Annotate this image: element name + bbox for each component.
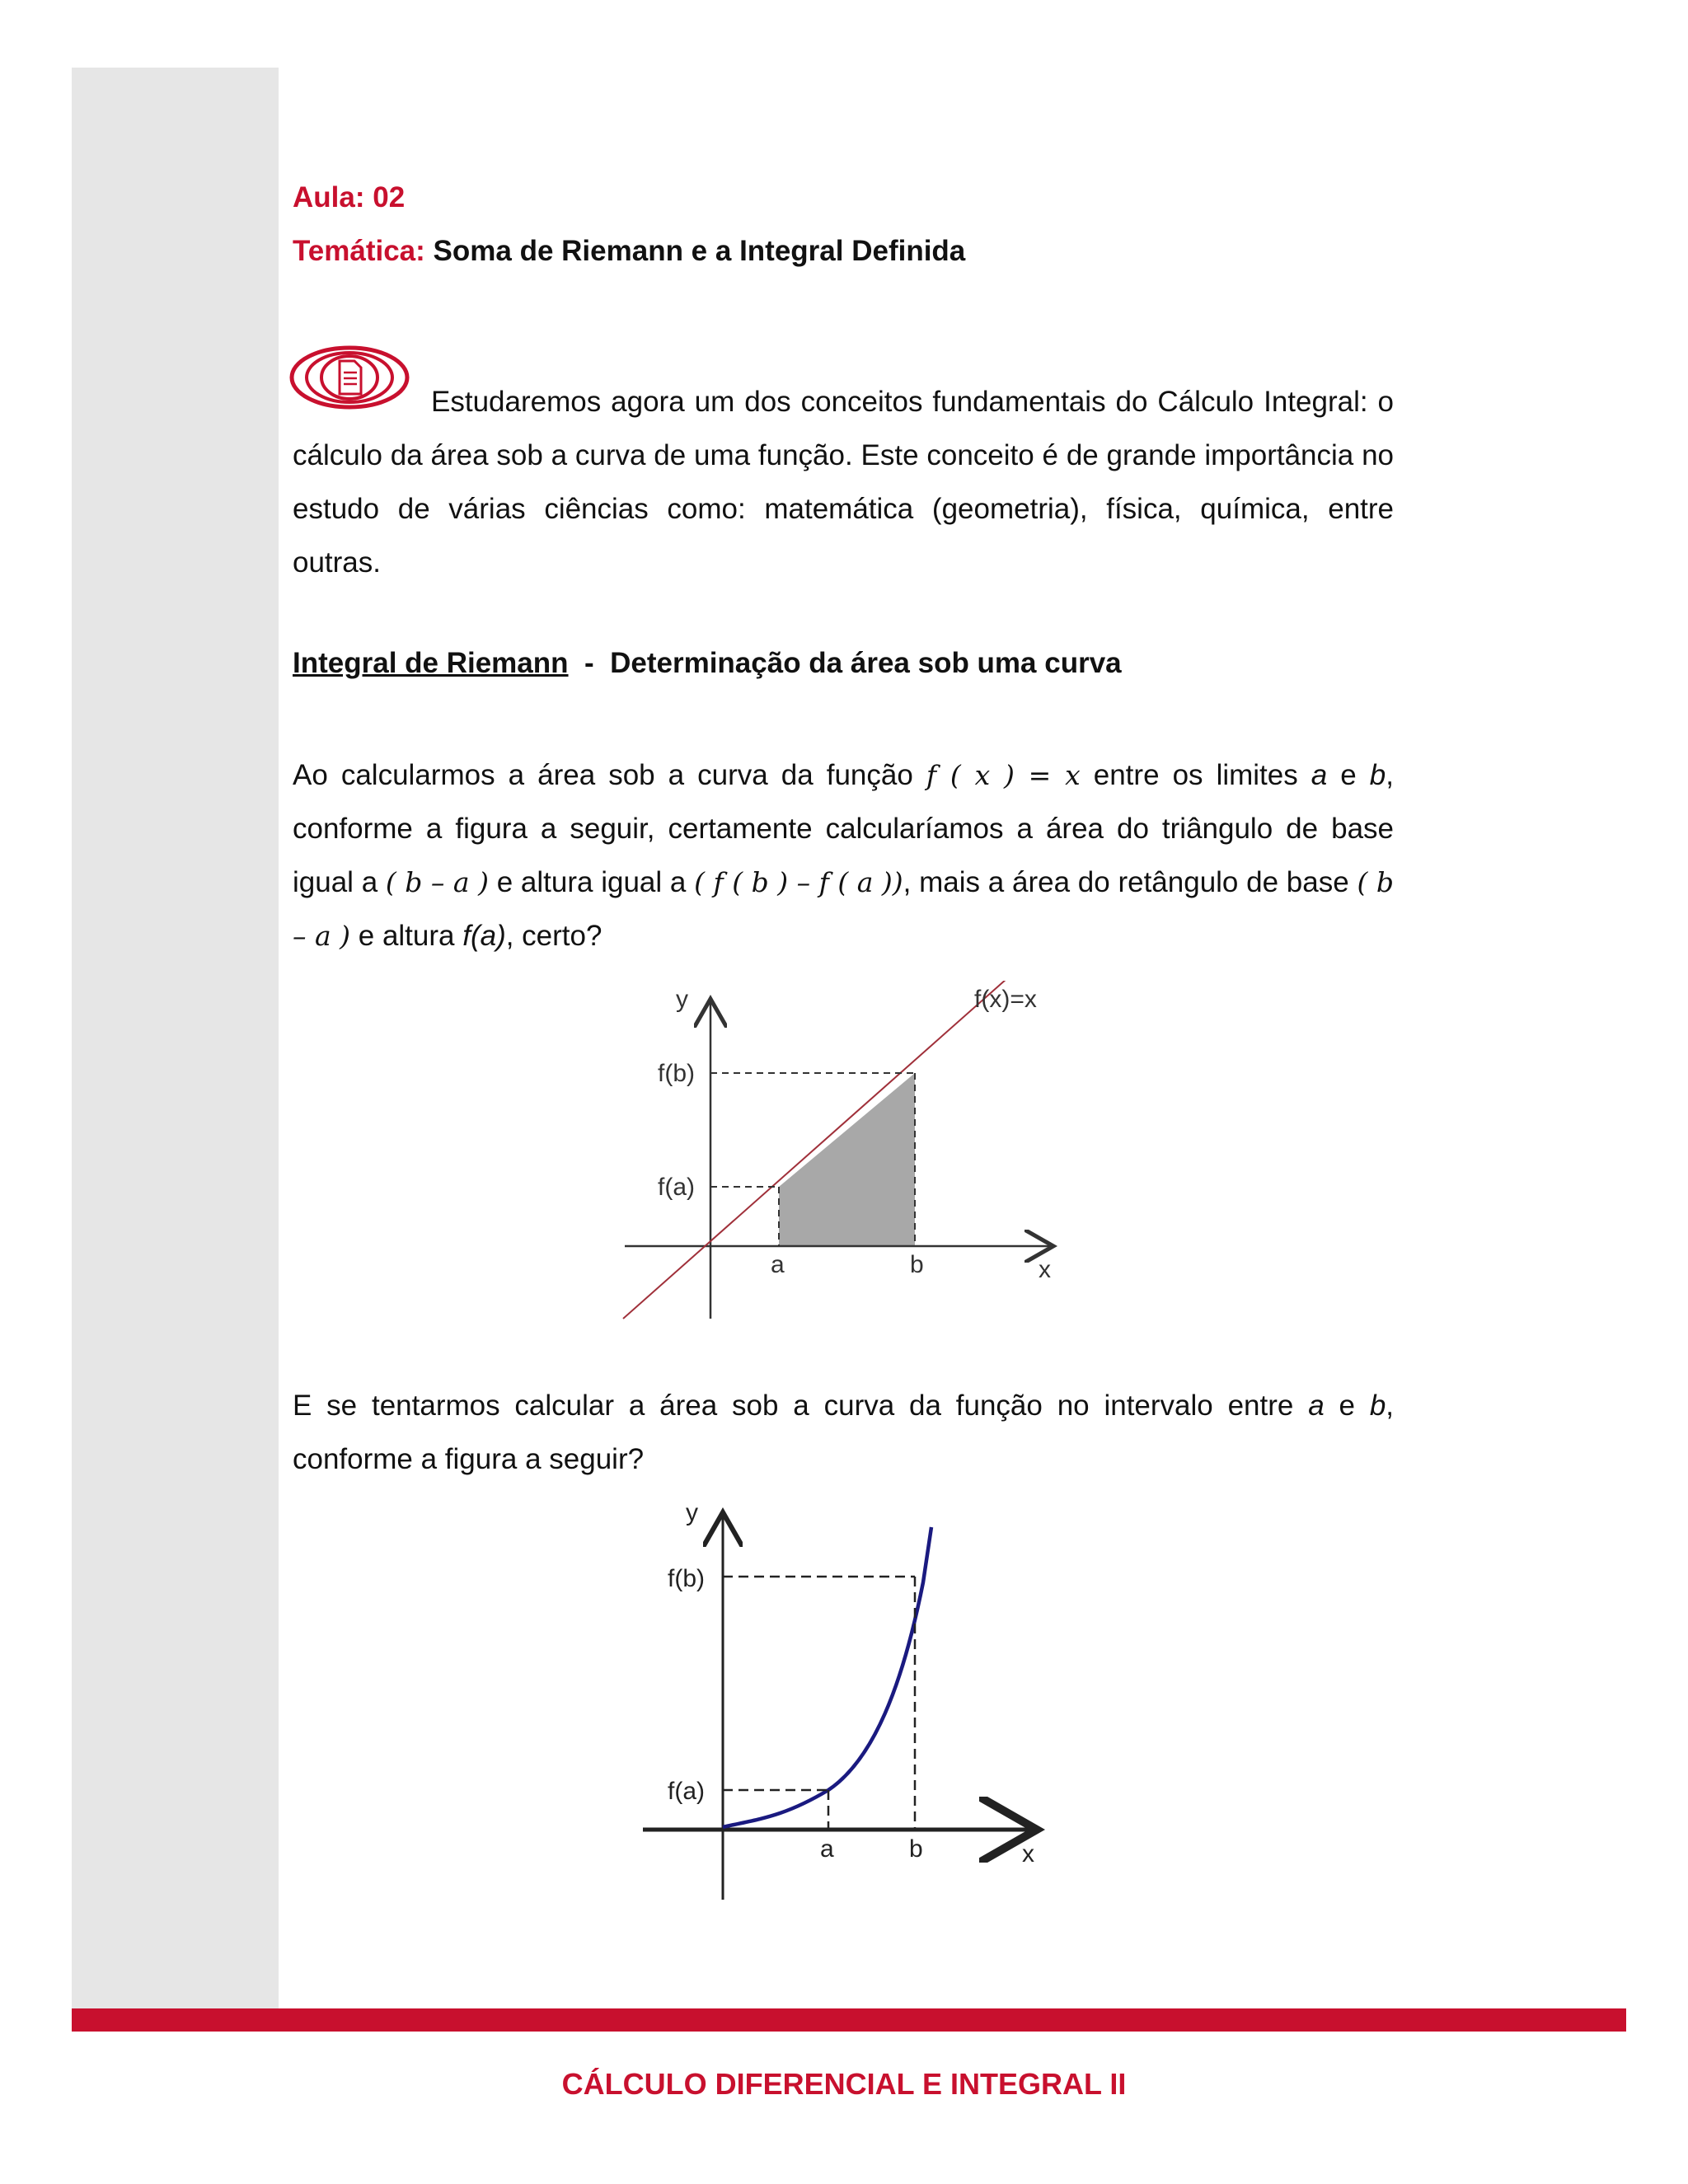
- text-run: , certo?: [505, 920, 603, 952]
- figure-linear-area: [602, 981, 1063, 1327]
- math-fx: f ( x ) = x: [926, 759, 1081, 791]
- var-b: b: [1369, 759, 1386, 791]
- y-label: y: [676, 986, 688, 1013]
- var-a: a: [1308, 1390, 1325, 1422]
- text-run: e altura igual a: [488, 866, 695, 898]
- section-title: Integral de Riemann: [293, 647, 569, 679]
- x-label: x: [1022, 1840, 1034, 1868]
- text-run: , mais a área do retângulo de base: [903, 866, 1357, 898]
- theme-label: Temática:: [293, 235, 425, 267]
- text-run: , conforme a figura a seguir, certamente calcularíamos a área do triângulo de base igual a: [293, 759, 1394, 898]
- figure-curve-area: [635, 1496, 1063, 1908]
- exponential-curve: [723, 1527, 931, 1827]
- text-run: e altura: [350, 920, 463, 952]
- paragraph-curve-question: [293, 1379, 1394, 1486]
- function-line: [623, 981, 1014, 1319]
- footer-course-title: CÁLCULO DIFERENCIAL E INTEGRAL II: [561, 2067, 1127, 2101]
- theme-heading: [293, 235, 1394, 268]
- math-b-minus-a: ( b – a ): [385, 866, 489, 898]
- left-margin-band: [72, 68, 279, 2008]
- var-a: a: [1311, 759, 1328, 791]
- intro-paragraph: Estudaremos agora um dos conceitos fundamentais do Cálculo Integral: o cálculo da área sob a curva de uma função. Este conceito é de grande importância no estudo de várias ciências como: matemática (geometria), física, química, entre outras.: [293, 386, 1394, 579]
- math-b-minus-a: ( b – a ): [293, 866, 1394, 952]
- section-heading: [293, 647, 1394, 680]
- text-run: , conforme a figura a seguir?: [293, 1390, 1395, 1475]
- lesson-label: Aula: 02: [293, 181, 406, 213]
- fa-label: f(a): [668, 1778, 705, 1805]
- paragraph-area-triangle: [293, 748, 1394, 963]
- shaded-area: [779, 1073, 915, 1246]
- text-run: entre os limites: [1080, 759, 1311, 791]
- a-label: a: [771, 1251, 785, 1278]
- function-label: f(x)=x: [974, 986, 1037, 1013]
- fa-label: f(a): [658, 1174, 695, 1201]
- a-label: a: [820, 1835, 834, 1863]
- b-label: b: [909, 1835, 923, 1863]
- section-separator: -: [584, 647, 594, 679]
- b-label: b: [910, 1251, 924, 1278]
- text-run: Ao calcularmos a área sob a curva da função: [293, 759, 926, 791]
- var-fa: f(a): [462, 920, 506, 952]
- fb-label: f(b): [658, 1060, 695, 1087]
- x-label: x: [1039, 1256, 1051, 1283]
- y-label: y: [686, 1499, 698, 1526]
- fb-label: f(b): [668, 1565, 705, 1592]
- text-run: e: [1324, 1390, 1370, 1422]
- math-fb-minus-fa: ( f ( b ) – f ( a )): [694, 866, 903, 898]
- text-run: e: [1327, 759, 1370, 791]
- theme-title: Soma de Riemann e a Integral Definida: [433, 235, 966, 267]
- section-subtitle: Determinação da área sob uma curva: [610, 647, 1122, 679]
- text-run: E se tentarmos calcular a área sob a curva da função no intervalo entre: [293, 1390, 1309, 1422]
- footer-rule: [72, 2008, 1626, 2032]
- var-b: b: [1369, 1390, 1386, 1422]
